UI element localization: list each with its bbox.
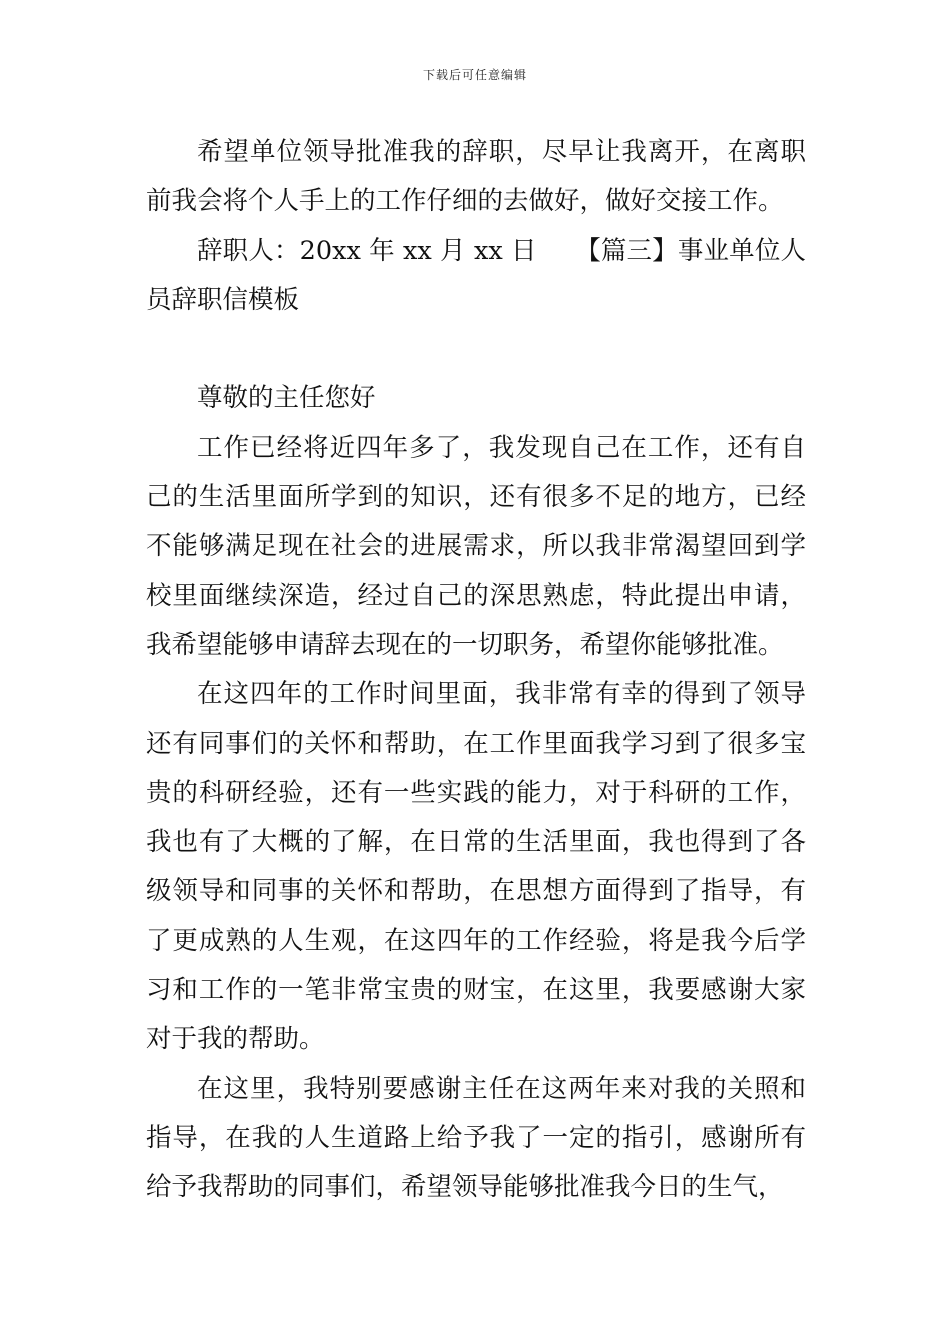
paragraph-thanks-director: 在这里，我特别要感谢主任在这两年来对我的关照和指导，在我的人生道路上给予我了一定的指引，感谢所有给予我帮助的同事们，希望领导能够批准我今日的生气， (146, 1073, 806, 1203)
paragraph-resignation-request: 希望单位领导批准我的辞职，尽早让我离开，在离职前我会将个人手上的工作仔细的去做好，做好交接工作。 (146, 137, 806, 217)
paragraph-salutation: 尊敬的主任您好 (197, 383, 376, 414)
paragraph-reason: 工作已经将近四年多了，我发现自己在工作，还有自己的生活里面所学到的知识，还有很多不足的地方，已经不能够满足现在社会的进展需求，所以我非常渴望回到学校里面继续深造，经过自己的深思熟虑，特此提出申请，我希望能够申请辞去现在的一切职务，希望你能够批准。 (146, 432, 806, 660)
paragraph-gratitude: 在这四年的工作时间里面，我非常有幸的得到了领导还有同事们的关怀和帮助，在工作里面我学习到了很多宝贵的科研经验，还有一些实践的能力，对于科研的工作，我也有了大概的了解，在日常的生活里面，我也得到了各级领导和同事的关怀和帮助，在思想方面得到了指导，有了更成熟的人生观，在这四年的工作经验，将是我今后学习和工作的一笔非常宝贵的财宝，在这里，我要感谢大家对于我的帮助。 (146, 679, 806, 1055)
document-body (146, 128, 806, 1213)
paragraph-gap (146, 325, 806, 374)
page-header: 下载后可任意编辑 (422, 68, 527, 82)
paragraph-signature-line: 辞职人：20xx 年 xx 月 xx 日 【篇三】事业单位人员辞职信模板 (146, 235, 806, 315)
